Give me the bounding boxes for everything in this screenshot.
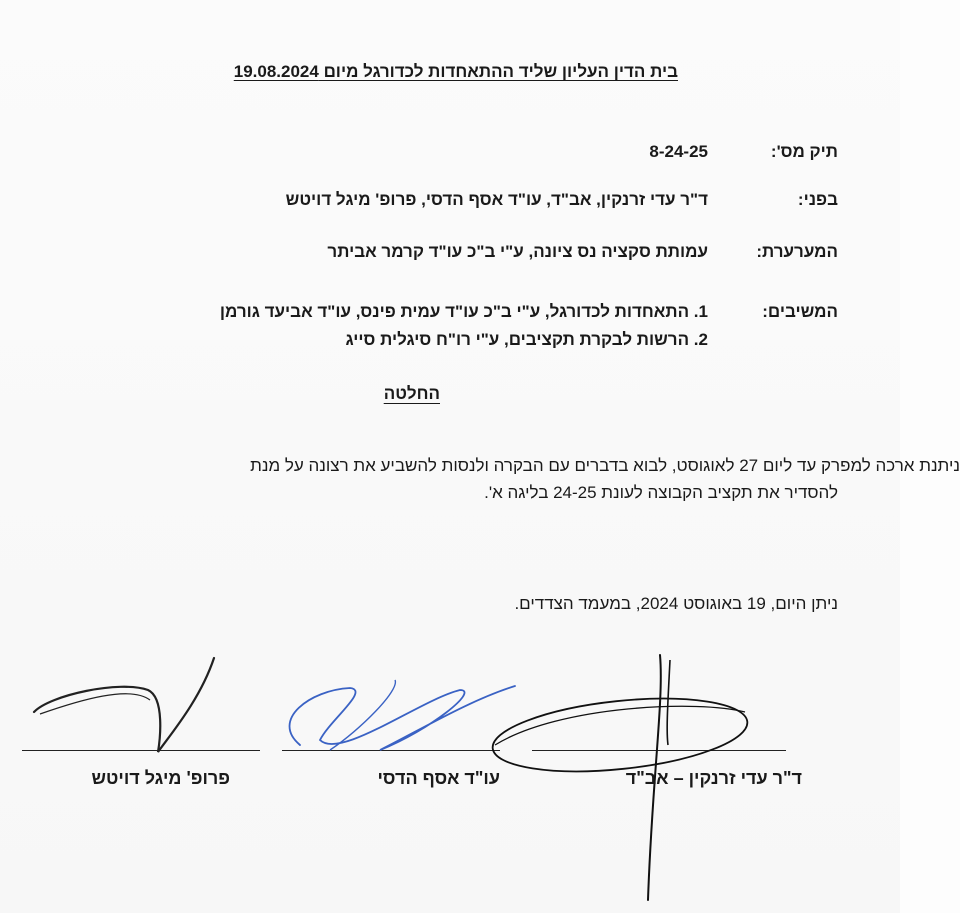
panel-value: ד"ר עדי זרנקין, אב"ד, עו"ד אסף הדסי, פרופ' מיגל דויטש — [285, 190, 708, 209]
given-date-text: ניתן היום, 19 באוגוסט 2024, במעמד הצדדים. — [514, 594, 838, 613]
appellant-value: עמותת סקציה נס ציונה, ע"י ב"כ עו"ד קרמר אביתר — [327, 242, 708, 261]
decision-text-line-2: להסדיר את תקציב הקבוצה לעונת 24-25 בליגה א'. — [484, 483, 838, 502]
case-number-label: תיק מס': — [770, 142, 838, 161]
decision-heading: החלטה — [383, 384, 440, 403]
respondents-label: המשיבים: — [762, 302, 838, 321]
decision-text-line-1: ניתנת ארכה למפרק עד ליום 27 לאוגוסט, לבוא בדברים עם הבקרה ולנסות להשביע את רצונה על מנת — [250, 456, 960, 475]
panel-label: בפני: — [797, 190, 838, 209]
respondent-1: 1. התאחדות לכדורגל, ע"י ב"כ עו"ד עמית פינס, עו"ד אביעד גורמן — [219, 302, 708, 321]
respondent-2: 2. הרשות לבקרת תקציבים, ע"י רו"ח סיגלית סייג — [345, 330, 708, 349]
case-number-value: 8-24-25 — [649, 142, 708, 161]
appellant-label: המערערת: — [756, 242, 838, 261]
signature-name-left: פרופ' מיגל דויטש — [91, 768, 230, 788]
signature-name-middle: עו"ד אסף הדסי — [377, 768, 500, 788]
document-title: בית הדין העליון שליד ההתאחדות לכדורגל מיום 19.08.2024 — [233, 62, 678, 81]
signature-name-right: ד"ר עדי זרנקין – אב"ד — [625, 768, 802, 788]
